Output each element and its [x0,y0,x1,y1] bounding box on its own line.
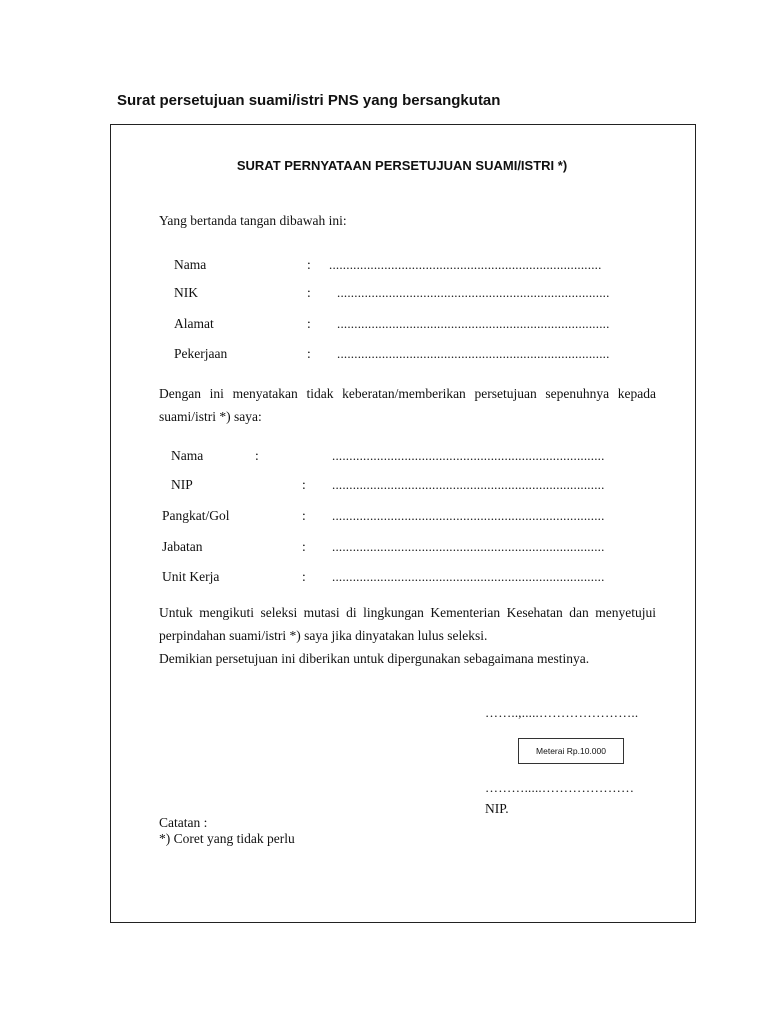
signer-nik-colon: : [307,285,311,300]
spouse-nip-field[interactable]: ............................................................................... [332,477,605,492]
note-text: *) Coret yang tidak perlu [159,831,295,846]
spouse-nip-colon: : [302,477,306,492]
signer-job-label: Pekerjaan [174,346,228,361]
spouse-name-field[interactable]: ............................................................................... [332,448,605,463]
signer-name-field[interactable]: ............................................................................... [329,257,602,272]
spouse-unit-label: Unit Kerja [162,569,220,584]
nip-label: NIP. [485,801,509,816]
signer-address-label: Alamat [174,316,214,331]
spouse-position-label: Jabatan [162,539,203,554]
spouse-rank-label: Pangkat/Gol [162,508,230,523]
closing-statement: Demikian persetujuan ini diberikan untuk dipergunakan sebagaimana mestinya. [159,651,590,666]
spouse-name-label: Nama [171,448,204,463]
signer-signature-field[interactable]: ……….....………………… [485,780,635,795]
spouse-position-colon: : [302,539,306,554]
signer-nik-field[interactable]: ............................................................................... [337,285,610,300]
signer-nik-label: NIK [174,285,198,300]
spouse-position-field[interactable]: ............................................................................... [332,539,605,554]
signer-address-colon: : [307,316,311,331]
spouse-name-colon: : [255,448,259,463]
purpose-paragraph: Untuk mengikuti seleksi mutasi di lingkungan Kementerian Kesehatan dan menyetujui perpindahan suami/istri *) saya jika dinyatakan lulus seleksi. [159,605,656,643]
document-title: SURAT PERNYATAAN PERSETUJUAN SUAMI/ISTRI *) [236,158,568,173]
spouse-unit-field[interactable]: ............................................................................... [332,569,605,584]
page-heading: Surat persetujuan suami/istri PNS yang bersangkutan [117,92,501,109]
spouse-rank-colon: : [302,508,306,523]
signer-name-colon: : [307,257,311,272]
revenue-stamp-box: Meterai Rp.10.000 [518,738,624,764]
spouse-rank-field[interactable]: ............................................................................... [332,508,605,523]
spouse-nip-label: NIP [171,477,193,492]
signer-name-label: Nama [174,257,207,272]
signer-job-field[interactable]: ............................................................................... [337,346,610,361]
place-date-field[interactable]: ……..,.....………………….. [485,705,639,720]
intro-text: Yang bertanda tangan dibawah ini: [159,213,347,228]
signer-job-colon: : [307,346,311,361]
signer-address-field[interactable]: ............................................................................... [337,316,610,331]
spouse-unit-colon: : [302,569,306,584]
consent-statement: Dengan ini menyatakan tidak keberatan/memberikan persetujuan sepenuhnya kepada suami/istri *) saya: [159,386,656,424]
note-title: Catatan : [159,815,208,830]
